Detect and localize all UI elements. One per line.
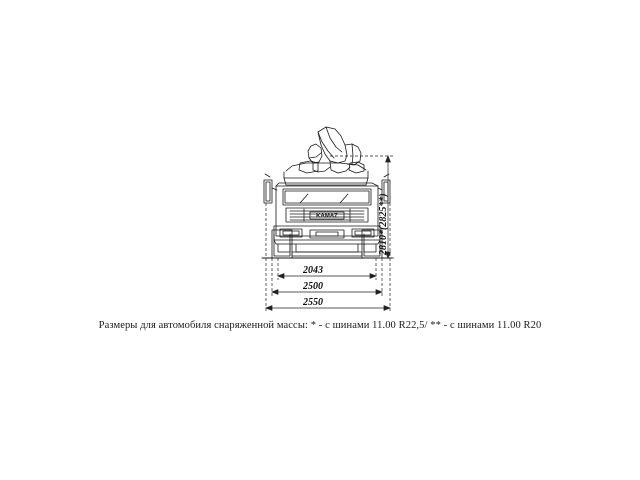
dimension-label-width-2550: 2550	[303, 297, 323, 308]
figure-caption: Размеры для автомобиля снаряженной массы: * - с шинами 11.00 R22,5/ ** - с шинами 11.00 R20	[98, 320, 542, 331]
dimension-label-height	[378, 241, 478, 255]
kamaz-emblem-text: KAMAZ	[316, 213, 338, 220]
dimension-label-width-2500: 2500	[303, 281, 323, 292]
dimension-label-width-2043: 2043	[303, 265, 323, 276]
